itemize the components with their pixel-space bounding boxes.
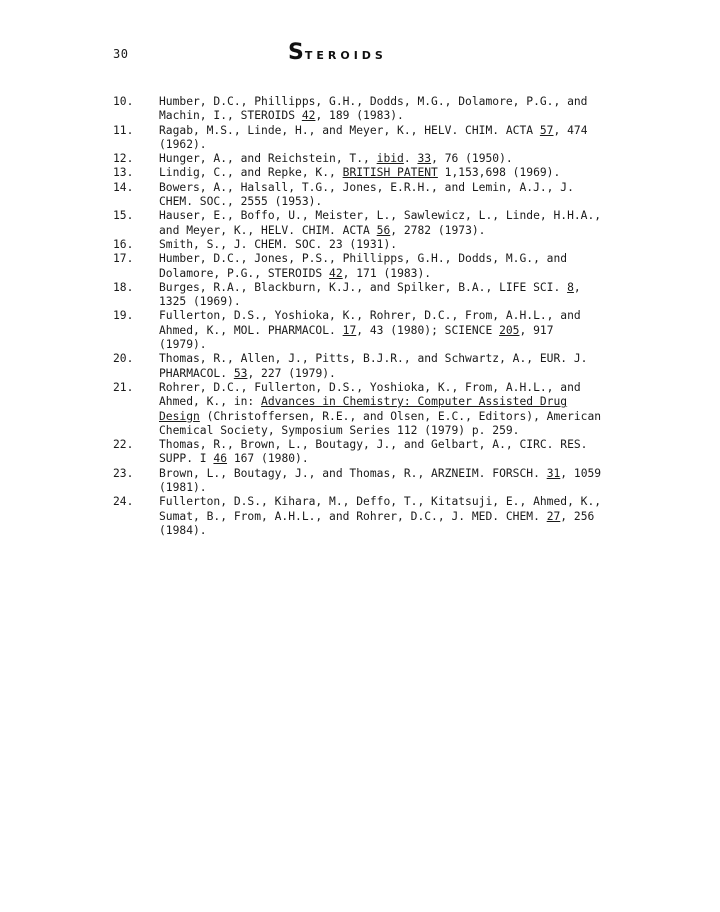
reference-text [159,209,613,238]
reference-entry [113,181,613,210]
reference-text-part: Fullerton, D.S., Kihara, M., Deffo, T., Kitatsuji, E., Ahmed, K., Sumat, B., From, A.H.L., and Rohrer, D.C., J. MED. CHEM. [159,495,602,523]
reference-number: 18. [113,280,134,294]
reference-text-part: , 43 (1980); SCIENCE [356,323,500,337]
reference-text-part: , 76 (1950). [431,152,513,166]
reference-entry [113,309,613,352]
journal-title [288,40,387,65]
reference-text-part: , 227 (1979). [247,366,336,380]
underlined-text: 56 [376,223,391,237]
underlined-text: ibid [376,152,404,166]
reference-entry [113,95,613,124]
reference-number: 12. [113,152,134,166]
reference-text [159,166,613,180]
underlined-text: 42 [329,266,343,280]
reference-text-part: Thomas, R., Allen, J., Pitts, B.J.R., and Schwartz, A., EUR. J. PHARMACOL. [159,352,588,380]
reference-text [159,381,613,438]
reference-entry [113,281,613,310]
reference-text-part: . [403,152,418,166]
underlined-text: 46 [213,452,228,466]
underlined-text: 33 [417,152,432,166]
reference-text-part: Ragab, M.S., Linde, H., and Meyer, K., HELV. CHIM. ACTA [159,123,540,137]
reference-text-part: 167 (1980). [227,452,309,466]
reference-text [159,281,613,310]
reference-text-part: Hauser, E., Boffo, U., Meister, L., Sawlewicz, L., Linde, H.H.A., and Meyer, K., HELV. CHIM. ACTA [159,209,602,237]
reference-text-part: , 2782 (1973). [390,223,486,237]
underlined-text: 205 [499,323,520,337]
reference-entry [113,238,613,252]
reference-number: 24. [113,495,134,509]
reference-number: 20. [113,352,134,366]
reference-entry [113,252,613,281]
reference-entry [113,209,613,238]
reference-number: 19. [113,309,134,323]
reference-text [159,181,613,210]
reference-number: 14. [113,180,134,194]
underlined-text: 27 [546,509,561,523]
reference-text [159,252,613,281]
underlined-text: 42 [301,109,316,123]
reference-text-part: Hunger, A., and Reichstein, T., [159,152,377,166]
reference-text-part: Brown, L., Boutagy, J., and Thomas, R., ARZNEIM. FORSCH. [159,466,547,480]
journal-title-initial: S [288,40,305,65]
reference-entry [113,467,613,496]
reference-entry [113,166,613,180]
reference-number: 15. [113,209,134,223]
reference-text-part: Humber, D.C., Jones, P.S., Phillipps, G.H., Dodds, M.G., and Dolamore, P.G., STEROIDS [159,252,568,280]
reference-text-part: Smith, S., J. CHEM. SOC. 23 (1931). [159,237,398,251]
reference-text-part: Burges, R.A., Blackburn, K.J., and Spilker, B.A., LIFE SCI. [159,280,568,294]
reference-text-part: Rohrer, D.C., Fullerton, D.S., Yoshioka, K., From, A.H.L., and Ahmed, K., in: [159,380,581,409]
reference-entry [113,352,613,381]
reference-text-part: (Christoffersen, R.E., and Olsen, E.C., Editors), American Chemical Society, Symposium Series 112 (1979) p. 259. [159,409,602,437]
reference-entry [113,438,613,467]
reference-text-part: 1,153,698 (1969). [437,166,561,180]
reference-text-part: Humber, D.C., Phillipps, G.H., Dodds, M.G., Dolamore, P.G., and Machin, I., STEROIDS [159,95,588,123]
reference-text-part: , 917 (1979). [159,323,554,352]
journal-title-rest: TEROIDS [304,49,387,62]
reference-text-part: , 189 (1983). [315,109,404,123]
reference-list [113,95,613,538]
reference-entry [113,152,613,166]
reference-text-part: Lindig, C., and Repke, K., [159,166,343,180]
reference-text [159,95,613,124]
page-header [113,40,610,66]
reference-text [159,238,613,252]
underlined-text: 17 [342,323,357,337]
reference-text [159,467,613,496]
reference-text-part: Thomas, R., Brown, L., Boutagy, J., and Gelbart, A., CIRC. RES. SUPP. I [159,438,588,466]
underlined-text: BRITISH PATENT [342,166,438,180]
reference-number: 22. [113,438,134,452]
reference-number: 21. [113,380,134,394]
reference-text-part: , 1059 (1981). [159,466,602,495]
reference-number: 23. [113,466,134,480]
reference-text-part: , 256 (1984). [159,509,595,537]
reference-entry [113,495,613,538]
reference-entry [113,381,613,438]
reference-text-part: , 171 (1983). [342,266,432,280]
reference-text [159,352,613,381]
reference-text [159,438,613,467]
reference-text-part: Bowers, A., Halsall, T.G., Jones, E.R.H., and Lemin, A.J., J. CHEM. SOC., 2555 (1953). [159,180,574,209]
reference-number: 13. [113,166,134,180]
reference-number: 10. [113,95,134,108]
underlined-text: Advances in Chemistry: Computer Assisted Drug Design [159,395,568,423]
reference-text-part: , 1325 (1969). [159,280,581,309]
reference-text [159,495,613,538]
reference-text-part: Fullerton, D.S., Yoshioka, K., Rohrer, D.C., From, A.H.L., and Ahmed, K., MOL. PHARMACOL. [159,309,581,337]
underlined-text: 57 [539,123,554,137]
reference-text [159,124,613,153]
underlined-text: 8 [567,280,574,294]
underlined-text: 31 [546,466,561,480]
page-number: 30 [113,47,129,61]
reference-text [159,309,613,352]
reference-text [159,152,613,166]
reference-number: 16. [113,237,134,251]
reference-text-part: , 474 (1962). [159,123,588,151]
reference-number: 17. [113,252,134,266]
reference-entry [113,124,613,153]
reference-number: 11. [113,123,134,137]
underlined-text: 53 [233,366,248,380]
